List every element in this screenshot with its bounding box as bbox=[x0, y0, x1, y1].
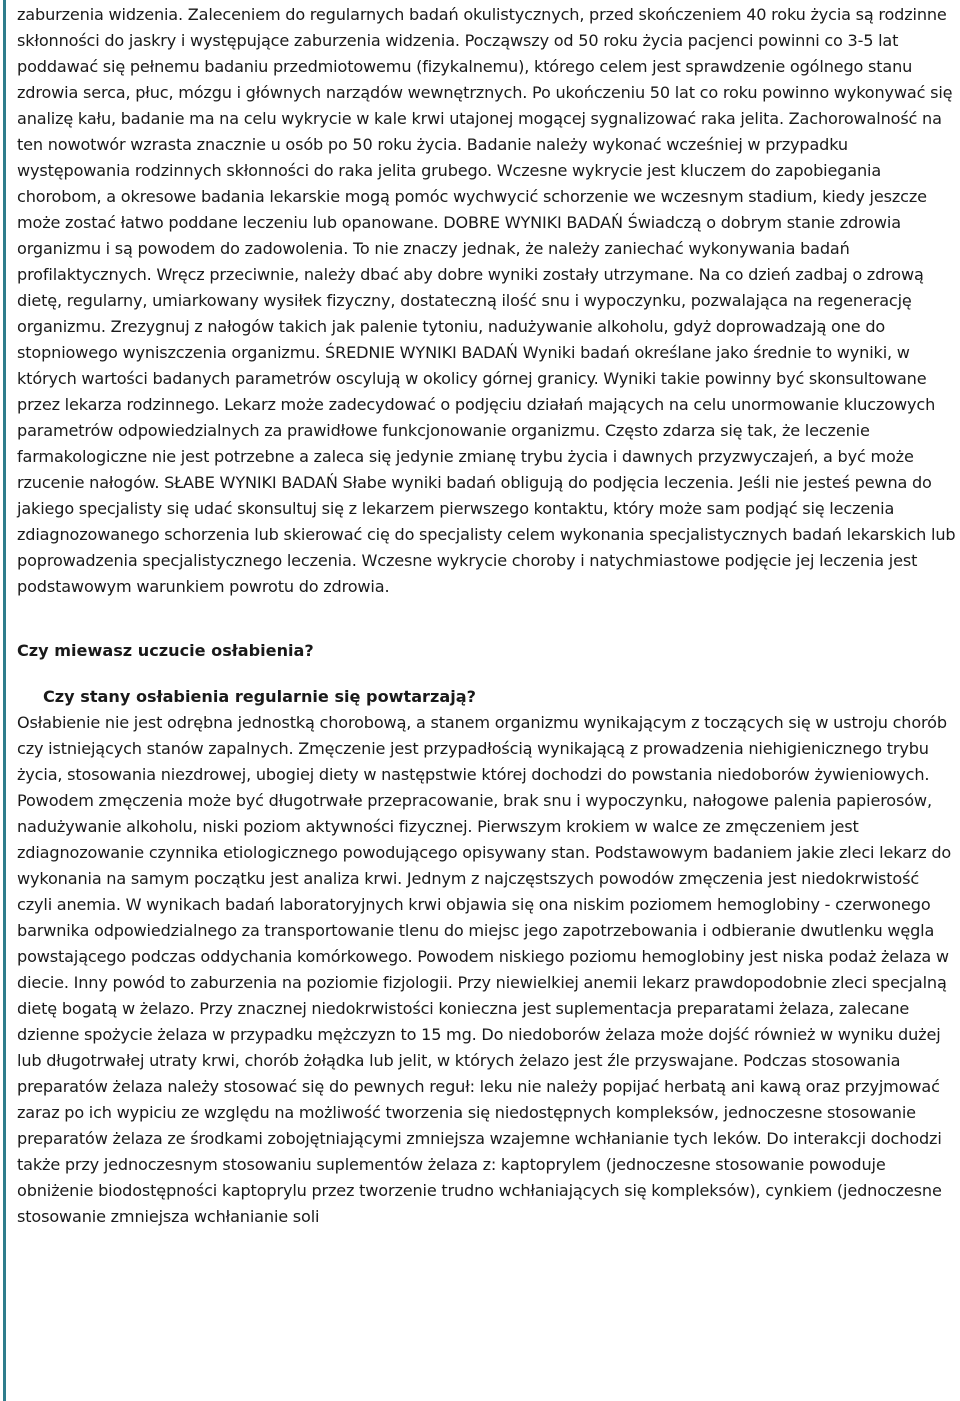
article-paragraph-health-checkups: zaburzenia widzenia. Zaleceniem do regularnych badań okulistycznych, przed skończeniem 40 roku życia są rodzinne skłonności do jaskry i występujące zaburzenia widzenia. Począwszy od 50 roku życia pacjenci powinni co 3-5 lat poddawać się pełnemu badaniu przedmiotowemu (fizykalnemu), którego celem jest sprawdzenie ogólnego stanu zdrowia serca, płuc, mózgu i głównych narządów wewnętrznych. Po ukończeniu 50 lat co roku powinno wykonywać się analizę kału, badanie ma na celu wykrycie w kale krwi utajonej mogącej sygnalizować raka jelita. Zachorowalność na ten nowotwór wzrasta znacznie u osób po 50 roku życia. Badanie należy wykonać wcześniej w przypadku występowania rodzinnych skłonności do raka jelita grubego. Wczesne wykrycie jest kluczem do zapobiegania chorobom, a okresowe badania lekarskie mogą pomóc wychwycić schorzenie we wczesnym stadium, kiedy jeszcze może zostać łatwo poddane leczeniu lub opanowane. DOBRE WYNIKI BADAŃ Świadczą o dobrym stanie zdrowia organizmu i są powodem do zadowolenia. To nie znaczy jednak, że należy zaniechać wykonywania badań profilaktycznych. Wręcz przeciwnie, należy dbać aby dobre wyniki zostały utrzymane. Na co dzień zadbaj o zdrową dietę, regularny, umiarkowany wysiłek fizyczny, dostateczną ilość snu i wypoczynku, pozwalająca na regenerację organizmu. Zrezygnuj z nałogów takich jak palenie tytoniu, nadużywanie alkoholu, gdyż doprowadzają one do stopniowego wyniszczenia organizmu. ŚREDNIE WYNIKI BADAŃ Wyniki badań określane jako średnie to wyniki, w których wartości badanych parametrów oscylują w okolicy górnej granicy. Wyniki takie powinny być skonsultowane przez lekarza rodzinnego. Lekarz może zadecydować o podjęciu działań mających na celu unormowanie kluczowych parametrów odpowiedzialnych za prawidłowe funkcjonowanie organizmu. Często zdarza się tak, że leczenie farmakologiczne nie jest potrzebne a zaleca się jedynie zmianę trybu życia i dawnych przyzwyczajeń, a być może rzucenie nałogów. SŁABE WYNIKI BADAŃ Słabe wyniki badań obligują do podjęcia leczenia. Jeśli nie jesteś pewna do jakiego specjalisty się udać skonsultuj się z lekarzem pierwszego kontaktu, który może sam podjąć się leczenia zdiagnozowanego schorzenia lub skierować cię do specjalisty celem wykonania specjalistycznych badań lekarskich lub poprowadzenia specjalistycznego leczenia. Wczesne wykrycie choroby i natychmiastowe podjęcie jej leczenia jest podstawowym warunkiem powrotu do zdrowia. bbox=[17, 5, 956, 596]
section-heading-weakness: Czy miewasz uczucie osłabienia? bbox=[17, 641, 314, 660]
article-paragraph-weakness: Osłabienie nie jest odrębna jednostką chorobową, a stanem organizmu wynikającym z toczących się w ustroju chorób czy istniejących stanów zapalnych. Zmęczenie jest przypadłością wynikającą z prowadzenia niehigienicznego trybu życia, stosowania niezdrowej, ubogiej diety w następstwie której dochodzi do powstania niedoborów żywieniowych. Powodem zmęczenia może być długotrwałe przepracowanie, brak snu i wypoczynku, nałogowe palenia papierosów, nadużywanie alkoholu, niski poziom aktywności fizycznej. Pierwszym krokiem w walce ze zmęczeniem jest zdiagnozowanie czynnika etiologicznego powodującego opisywany stan. Podstawowym badaniem jakie zleci lekarz do wykonania na samym początku jest analiza krwi. Jednym z najczęstszych powodów zmęczenia jest niedokrwistość czyli anemia. W wynikach badań laboratoryjnych krwi objawia się ona niskim poziomem hemoglobiny - czerwonego barwnika odpowiedzialnego za transportowanie tlenu do miejsc jego zapotrzebowania i odbieranie dwutlenku węgla powstającego podczas oddychania komórkowego. Powodem niskiego poziomu hemoglobiny jest niska podaż żelaza w diecie. Inny powód to zaburzenia na poziomie fizjologii. Przy niewielkiej anemii lekarz prawdopodobnie zleci specjalną dietę bogatą w żelazo. Przy znacznej niedokrwistości konieczna jest suplementacja preparatami żelaza, zalecane dzienne spożycie żelaza w przypadku mężczyzn to 15 mg. Do niedoborów żelaza może dojść również w wyniku dużej lub długotrwałej utraty krwi, chorób żołądka lub jelit, w których żelazo jest źle przyswajane. Podczas stosowania preparatów żelaza należy stosować się do pewnych reguł: leku nie należy popijać herbatą ani kawą oraz przyjmować zaraz po ich wypiciu ze względu na możliwość tworzenia się niedostępnych kompleksów, jednoczesne stosowanie preparatów żelaza ze środkami zobojętniającymi zmniejsza wzajemne wchłanianie tych leków. Do interakcji dochodzi także przy jednoczesnym stosowaniu suplementów żelaza z: kaptoprylem (jednoczesne stosowanie powoduje obniżenie biodostępności kaptoprylu przez tworzenie trudno wchłaniających się kompleksów), cynkiem (jednoczesne stosowanie zmniejsza wchłanianie soli bbox=[17, 713, 952, 1226]
left-border-rule bbox=[3, 0, 6, 1401]
article-content bbox=[17, 2, 957, 1230]
subsection-heading-recurring-weakness: Czy stany osłabienia regularnie się powtarzają? bbox=[43, 687, 476, 706]
